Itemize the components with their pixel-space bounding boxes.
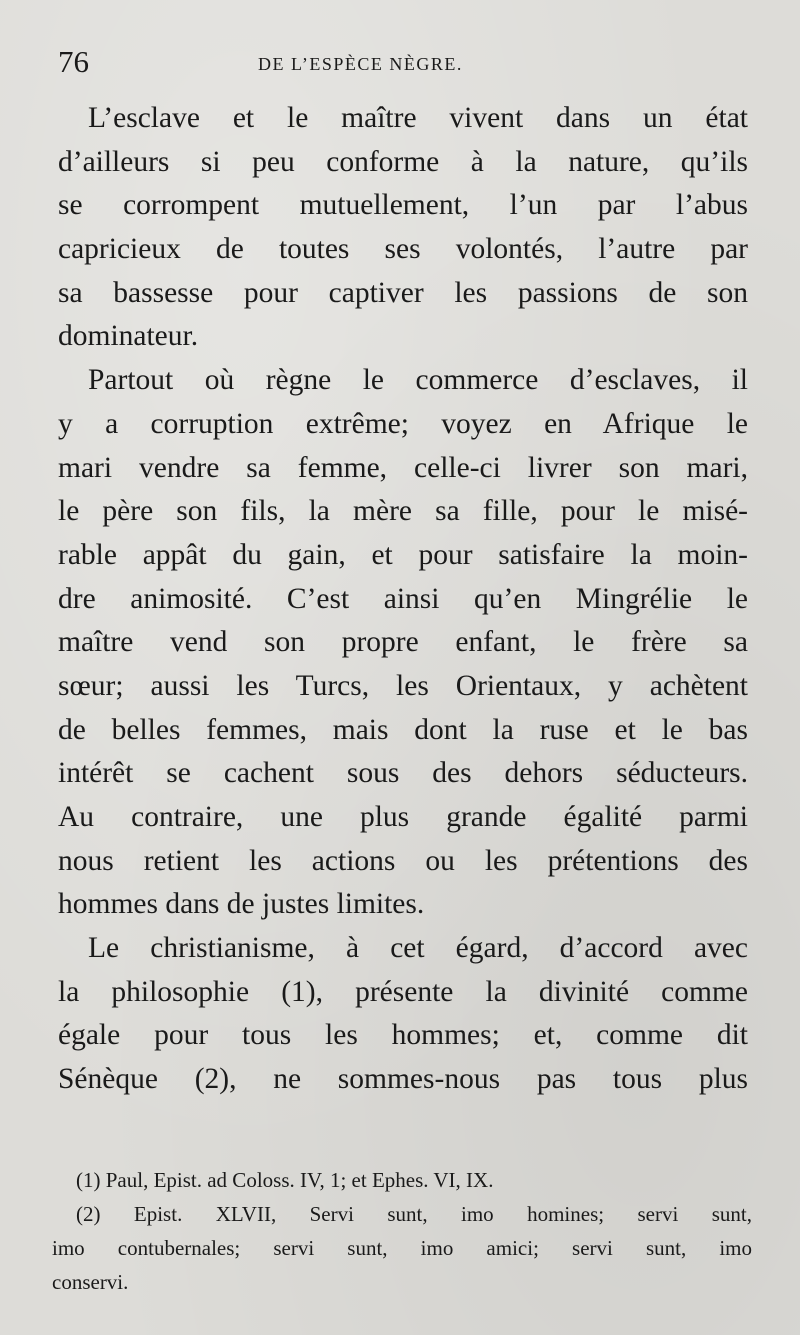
text-line: rable appât du gain, et pour satisfaire la moin- [58,538,748,571]
text-line: y a corruption extrême; voyez en Afrique le [58,407,748,440]
footnote-1: (1) Paul, Epist. ad Coloss. IV, 1; et Ephes. VI, IX. [76,1168,494,1192]
footnote-2: (2) Epist. XLVII, Servi sunt, imo homines; servi sunt, [76,1202,752,1226]
footnotes [52,1163,752,1299]
text-line: égale pour tous les hommes; et, comme dit [58,1019,748,1052]
body-text [58,97,748,1102]
text-line: d’ailleurs si peu conforme à la nature, qu’ils [58,145,748,178]
text-line: sœur; aussi les Turcs, les Orientaux, y achètent [58,669,748,702]
text-line: Partout où règne le commerce d’esclaves, il [88,364,748,397]
text-line: se corrompent mutuellement, l’un par l’abus [58,189,748,222]
text-line: le père son fils, la mère sa fille, pour le misé- [58,495,748,528]
text-line: de belles femmes, mais dont la ruse et le bas [58,713,748,746]
text-line: L’esclave et le maître vivent dans un état [88,102,748,134]
text-line: capricieux de toutes ses volontés, l’autre par [58,233,748,266]
page-number: 76 [58,44,89,79]
text-line: dominateur. [58,320,199,353]
text-line: hommes dans de justes limites. [58,888,425,921]
text-line: maître vend son propre enfant, le frère sa [58,626,748,659]
text-line: mari vendre sa femme, celle-ci livrer son mari, [58,451,748,484]
text-line: dre animosité. C’est ainsi qu’en Mingrélie le [58,582,748,615]
text-line: nous retient les actions ou les prétentions des [58,844,748,877]
text-line: intérêt se cachent sous des dehors séducteurs. [58,757,748,790]
running-title: DE L’ESPÈCE NÈGRE. [258,54,463,74]
footnote-2-end: conservi. [52,1270,129,1294]
text-line: Sénèque (2), ne sommes-nous pas tous plus [58,1063,748,1096]
footnote-2-continuation: imo contubernales; servi sunt, imo amici; servi sunt, imo [52,1236,752,1260]
text-line: Le christianisme, à cet égard, d’accord avec [88,932,748,965]
text-line: la philosophie (1), présente la divinité comme [58,975,748,1008]
text-line: Au contraire, une plus grande égalité parmi [58,801,748,833]
text-line: sa bassesse pour captiver les passions de son [58,276,748,309]
running-head [58,42,750,82]
